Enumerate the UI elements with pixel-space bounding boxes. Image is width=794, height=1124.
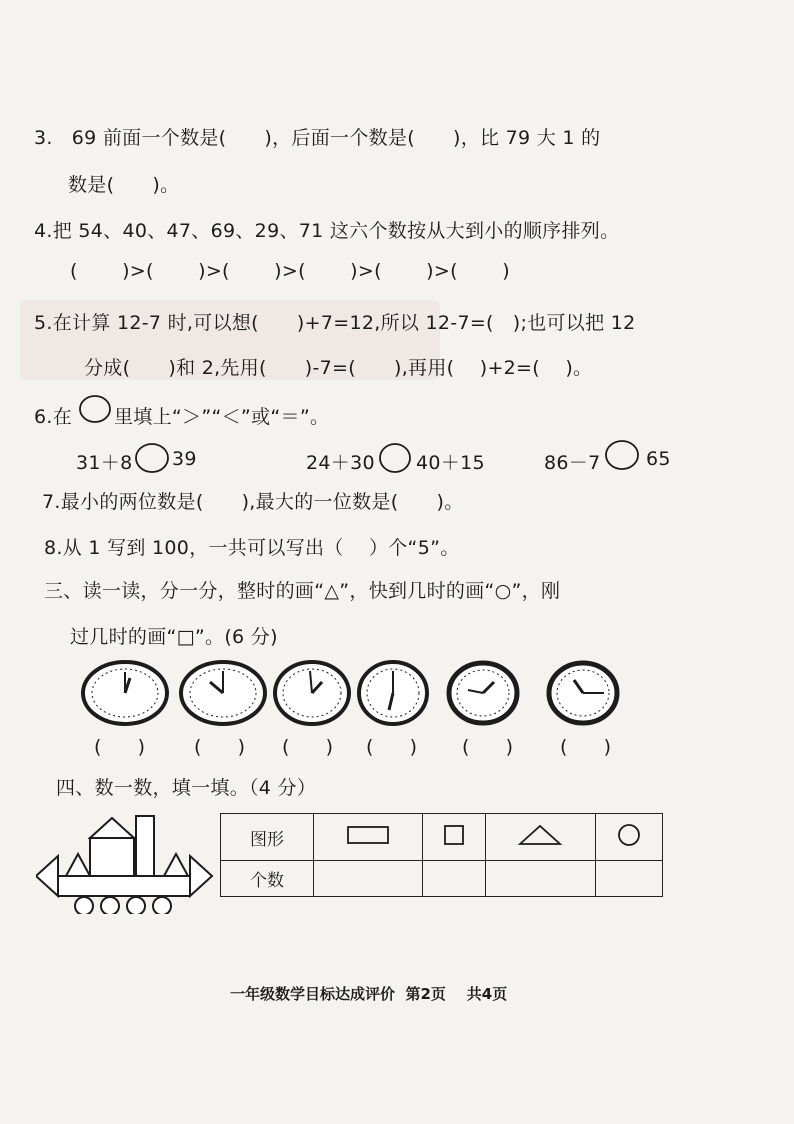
clock-4-answer[interactable]: ( )	[366, 736, 418, 758]
section-3-line-2: 过几时的画“□”。(6 分)	[70, 626, 278, 648]
shape-composite-figure	[36, 814, 216, 914]
question-4-line-2: ( )>( )>( )>( )>( )>( )	[70, 260, 510, 282]
compare-b-right: 40＋15	[416, 452, 485, 474]
clock-1-answer[interactable]: ( )	[94, 736, 146, 758]
compare-a-circle-input[interactable]	[134, 442, 170, 474]
question-4-line-1: 4.把 54、40、47、69、29、71 这六个数按从大到小的顺序排列。	[34, 220, 620, 242]
circle-icon	[615, 821, 643, 849]
question-6-suffix: 里填上“＞”“＜”或“＝”。	[114, 406, 330, 428]
compare-a-left: 31＋8	[76, 452, 133, 474]
clock-3-answer[interactable]: ( )	[282, 736, 334, 758]
square-icon-cell	[423, 814, 486, 861]
question-5-line-1: 5.在计算 12-7 时,可以想( )+7=12,所以 12-7=( );也可以把 12	[34, 312, 636, 334]
table-row	[221, 861, 663, 897]
question-8: 8.从 1 写到 100，一共可以写出（ ）个“5”。	[44, 537, 460, 559]
clock-row	[0, 660, 794, 730]
triangle-icon	[517, 823, 563, 847]
section-3-line-1: 三、读一读，分一分，整时的画“△”，快到几时的画“○”，刚	[44, 580, 561, 602]
clock-1-icon	[80, 660, 170, 726]
rectangle-icon	[345, 824, 391, 846]
question-5-line-2: 分成( )和 2,先用( )-7=( ),再用( )+2=( )。	[84, 357, 593, 379]
rectangle-count-input[interactable]	[314, 861, 423, 897]
compare-c-circle-input[interactable]	[604, 439, 640, 471]
page-footer: 一年级数学目标达成评价 第2页 共4页	[230, 985, 508, 1003]
compare-b-left: 24＋30	[306, 452, 375, 474]
triangle-count-input[interactable]	[486, 861, 595, 897]
circle-count-input[interactable]	[595, 861, 663, 897]
clock-5-icon	[446, 660, 520, 726]
circle-icon-cell	[595, 814, 663, 861]
clock-4-icon	[356, 660, 430, 726]
question-6-prefix: 6.在	[34, 406, 73, 428]
square-count-input[interactable]	[423, 861, 486, 897]
section-4-title: 四、数一数，填一填。（4 分）	[56, 777, 317, 799]
clock-5-answer[interactable]: ( )	[462, 736, 514, 758]
compare-c-left: 86－7	[544, 452, 601, 474]
compare-c-right: 65	[646, 448, 671, 470]
table-row	[221, 814, 663, 861]
question-3-line-1: 3. 69 前面一个数是( )，后面一个数是( )，比 79 大 1 的	[34, 127, 601, 149]
question-3-line-2: 数是( )。	[68, 174, 180, 196]
clock-3-icon	[272, 660, 352, 726]
row-header-shape: 图形	[221, 814, 314, 861]
count-table	[220, 813, 663, 897]
clock-2-answer[interactable]: ( )	[194, 736, 246, 758]
row-header-count: 个数	[221, 861, 314, 897]
compare-b-circle-input[interactable]	[378, 442, 412, 474]
compare-a-right: 39	[172, 448, 197, 470]
question-7: 7.最小的两位数是( ),最大的一位数是( )。	[42, 491, 464, 513]
clock-2-icon	[178, 660, 268, 726]
circle-blank-icon	[78, 394, 112, 424]
clock-6-answer[interactable]: ( )	[560, 736, 612, 758]
triangle-icon-cell	[486, 814, 595, 861]
rectangle-icon-cell	[314, 814, 423, 861]
clock-6-icon	[546, 660, 620, 726]
square-icon	[441, 822, 467, 848]
